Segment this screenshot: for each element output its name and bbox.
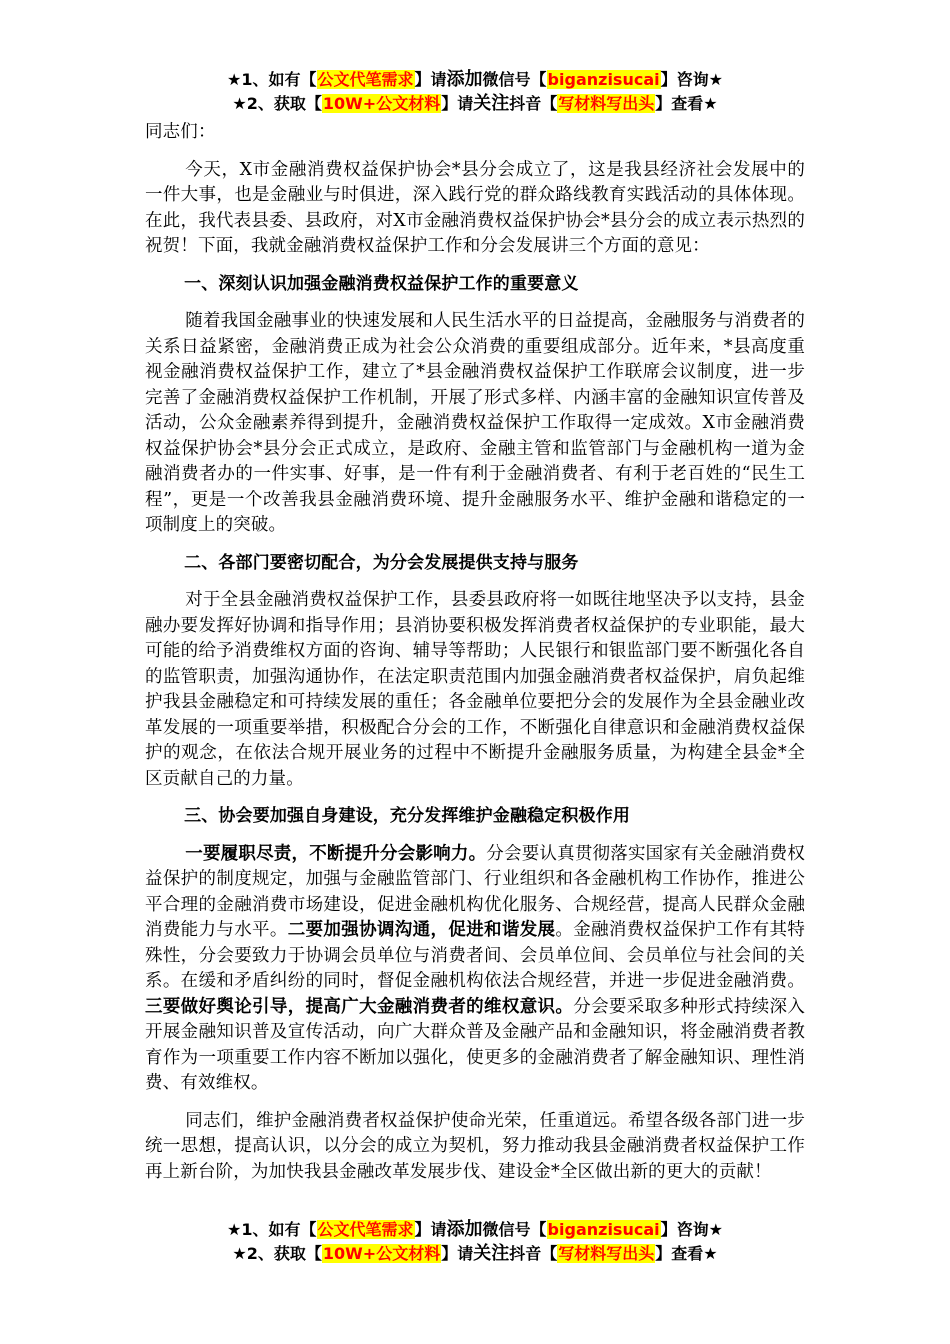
promo-banner-top: [0, 68, 950, 116]
section-1-paragraph: 随着我国金融事业的快速发展和人民生活水平的日益提高，金融服务与消费者的关系日益紧密，金融消费正成为社会公众消费的重要组成部分。近年来，*县高度重视金融消费权益保护工作，建立了*县金融消费权益保护工作联席会议制度，进一步完善了金融消费权益保护工作机制，开展了形式多样、内涵丰富的金融知识宣传普及活动，公众金融素养得到提升，金融消费权益保护工作取得一定成效。X市金融消费权益保护协会*县分会正式成立，是政府、金融主管和监管部门与金融机构一道为金融消费者办的一件实事、好事，是一件有利于金融消费者、有利于老百姓的“民生工程”，更是一个改善我县金融消费环境、提升金融服务水平、维护金融和谐稳定的一项制度上的突破。: [145, 311, 805, 535]
highlight-wechat-id: biganzisucai: [547, 70, 660, 89]
highlight-ghostwriting: 公文代笔需求: [317, 1220, 414, 1239]
point-3-lead: 三要做好舆论引导，提高广大金融消费者的维权意识。: [145, 996, 574, 1017]
highlight-wechat-id: biganzisucai: [547, 1220, 660, 1239]
highlight-materials: 10W+公文材料: [322, 94, 441, 113]
highlight-douyin-account: 写材料写出头: [558, 1244, 655, 1263]
highlight-douyin-account: 写材料写出头: [558, 94, 655, 113]
promo-banner-bottom: [0, 1218, 950, 1266]
point-1-lead: 一要履职尽责，不断提升分会影响力。: [185, 843, 487, 864]
point-2-lead: 二要加强协调沟通，促进和谐发展: [287, 920, 556, 940]
promo-line-2-repeat: ★2、获取【10W+公文材料】请关注抖音【写材料写出头】查看★: [232, 1243, 718, 1264]
highlight-materials: 10W+公文材料: [322, 1244, 441, 1263]
section-heading-3: 三、协会要加强自身建设，充分发挥维护金融稳定积极作用: [184, 806, 630, 826]
section-3-paragraph: 一要履职尽责，不断提升分会影响力。分会要认真贯彻落实国家有关金融消费权益保护的制度规定，加强与金融监管部门、行业组织和各金融机构工作协作，推进公平合理的金融消费市场建设，促进金融机构优化服务、合规经营，提高人民群众金融消费能力与水平。二要加强协调沟通，促进和谐发展。金融消费权益保护工作有其特殊性，分会要致力于协调会员单位与消费者间、会员单位间、会员单位与社会间的关系。在缓和矛盾纠纷的同时，督促金融机构依法合规经营，并进一步促进金融消费。三要做好舆论引导，提高广大金融消费者的维权意识。分会要采取多种形式持续深入开展金融知识普及宣传活动，向广大群众普及金融产品和金融知识，将金融消费者教育作为一项重要工作内容不断加以强化，使更多的金融消费者了解金融知识、理性消费、有效维权。: [145, 843, 805, 1093]
intro-paragraph: 今天，X市金融消费权益保护协会*县分会成立了，这是我县经济社会发展中的一件大事，也是金融业与时俱进，深入践行党的群众路线教育实践活动的具体体现。在此，我代表县委、县政府，对X市金融消费权益保护协会*县分会的成立表示热烈的祝贺！下面，我就金融消费权益保护工作和分会发展讲三个方面的意见：: [145, 159, 805, 256]
section-heading-1: 一、深刻认识加强金融消费权益保护工作的重要意义: [184, 273, 579, 294]
closing-paragraph: 同志们，维护金融消费者权益保护使命光荣，任重道远。希望各级各部门进一步统一思想，提高认识，以分会的成立为契机，努力推动我县金融消费者权益保护工作再上新台阶，为加快我县金融改革发展步伐、建设金*全区做出新的更大的贡献！: [145, 1110, 805, 1182]
promo-line-2: ★2、获取【10W+公文材料】请关注抖音【写材料写出头】查看★: [232, 93, 718, 114]
promo-line-1-repeat: ★1、如有【公文代笔需求】请添加微信号【biganzisucai】咨询★: [227, 1219, 723, 1240]
speech-body: [145, 120, 805, 1197]
section-2-paragraph: 对于全县金融消费权益保护工作，县委县政府将一如既往地坚决予以支持，县金融办要发挥好协调和指导作用；县消协要积极发挥消费者权益保护的专业职能，最大可能的给予消费维权方面的咨询、辅导等帮助；人民银行和银监部门要不断强化各自的监管职责，加强沟通协作，在法定职责范围内加强金融消费者权益保护，肩负起维护我县金融稳定和可持续发展的重任；各金融单位要把分会的发展作为全县金融业改革发展的一项重要举措，积极配合分会的工作，不断强化自律意识和金融消费权益保护的观念，在依法合规开展业务的过程中不断提升金融服务质量，为构建全县金*全区贡献自己的力量。: [145, 590, 805, 789]
highlight-ghostwriting: 公文代笔需求: [317, 70, 414, 89]
salutation: 同志们：: [145, 122, 216, 142]
section-heading-2: 二、各部门要密切配合，为分会发展提供支持与服务: [184, 552, 579, 573]
promo-line-1: ★1、如有【公文代笔需求】请添加微信号【biganzisucai】咨询★: [227, 69, 723, 90]
